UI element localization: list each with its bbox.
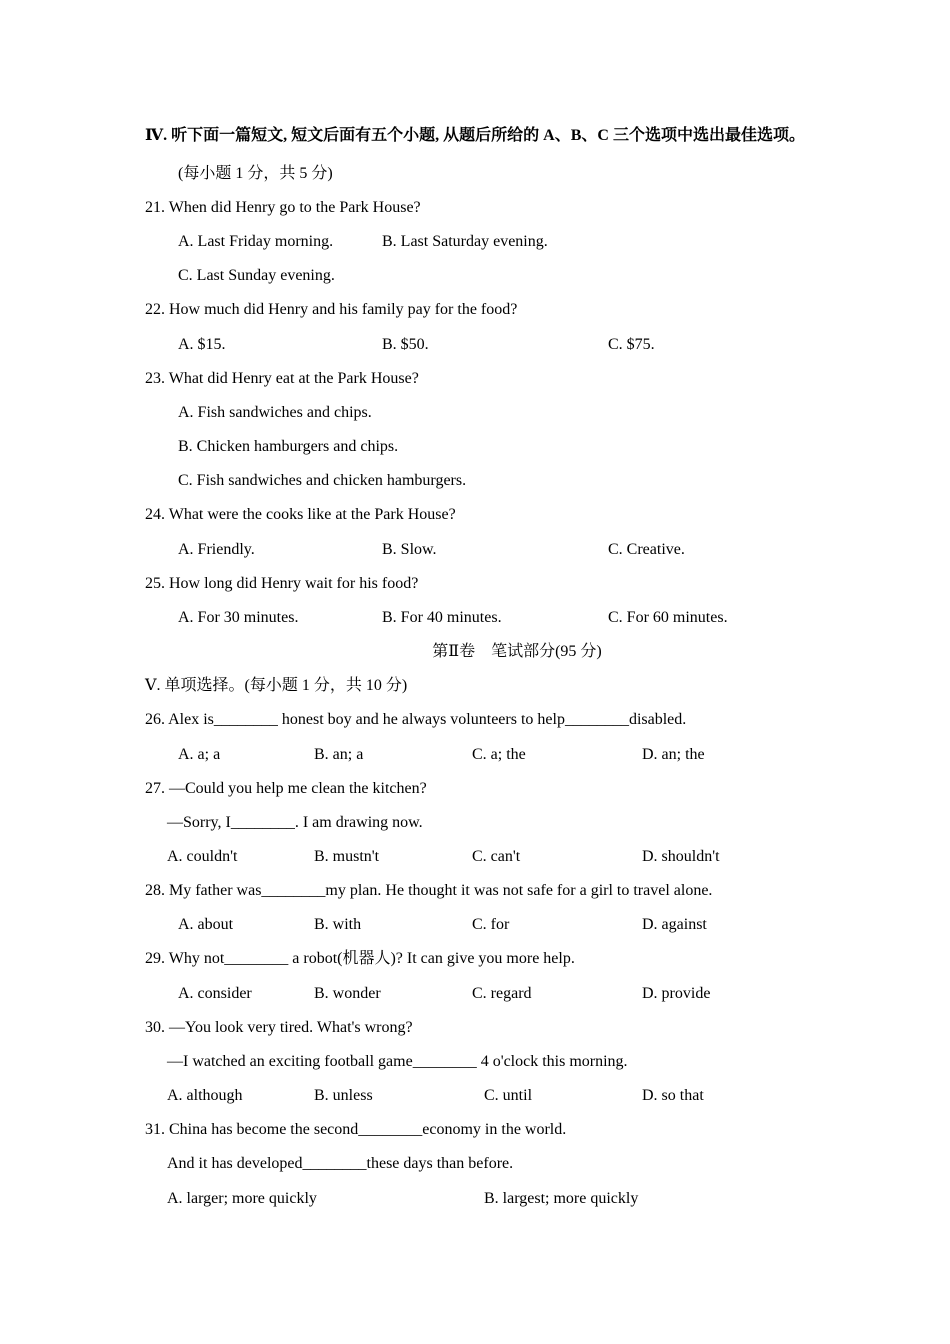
- question-21-option-b: B. Last Saturday evening.: [382, 233, 548, 250]
- question-25-option-a: A. For 30 minutes.: [178, 609, 299, 626]
- question-28-option-c: C. for: [472, 916, 510, 933]
- question-24-option-a: A. Friendly.: [178, 541, 255, 558]
- question-27-option-d: D. shouldn't: [642, 848, 720, 865]
- question-29-option-a: A. consider: [178, 985, 252, 1002]
- question-30-option-d: D. so that: [642, 1087, 704, 1104]
- question-30-option-b: B. unless: [314, 1087, 373, 1104]
- question-22-stem: 22. How much did Henry and his family pay for the food?: [145, 301, 518, 318]
- question-26-option-d: D. an; the: [642, 746, 705, 763]
- question-27-stem-line-2: —Sorry, I________. I am drawing now.: [167, 814, 423, 831]
- question-23-stem: 23. What did Henry eat at the Park House?: [145, 370, 419, 387]
- question-30-option-c: C. until: [484, 1087, 533, 1104]
- question-25-option-c: C. For 60 minutes.: [608, 609, 728, 626]
- question-23-option-c: C. Fish sandwiches and chicken hamburgers.: [178, 472, 467, 489]
- question-31-stem-line-2: And it has developed________these days than before.: [167, 1155, 514, 1172]
- question-29-option-b: B. wonder: [314, 985, 381, 1002]
- question-23-option-a: A. Fish sandwiches and chips.: [178, 404, 372, 421]
- question-29-option-c: C. regard: [472, 985, 532, 1002]
- question-27-option-b: B. mustn't: [314, 848, 380, 865]
- part-ii-title: 第Ⅱ卷 笔试部分(95 分): [432, 643, 602, 660]
- question-24-option-b: B. Slow.: [382, 541, 437, 558]
- section-v-heading: Ⅴ. 单项选择。(每小题 1 分，共 10 分): [145, 677, 408, 694]
- question-26-option-b: B. an; a: [314, 746, 364, 763]
- question-26-option-a: A. a; a: [178, 746, 221, 763]
- question-24-stem: 24. What were the cooks like at the Park House?: [145, 506, 456, 523]
- question-22-option-a: A. $15.: [178, 336, 226, 353]
- question-21-stem: 21. When did Henry go to the Park House?: [145, 199, 421, 216]
- question-27-option-a: A. couldn't: [167, 848, 238, 865]
- question-28-option-b: B. with: [314, 916, 362, 933]
- question-22-option-c: C. $75.: [608, 336, 655, 353]
- section-iv-heading: Ⅳ. 听下面一篇短文, 短文后面有五个小题, 从题后所给的 A、B、C 三个选项中选出最佳选项。: [145, 127, 805, 144]
- question-26-stem: 26. Alex is________ honest boy and he always volunteers to help________disabled.: [145, 711, 687, 728]
- question-24-option-c: C. Creative.: [608, 541, 685, 558]
- question-31-option-a: A. larger; more quickly: [167, 1190, 317, 1207]
- question-21-option-a: A. Last Friday morning.: [178, 233, 334, 250]
- question-29-stem: 29. Why not________ a robot(机器人)? It can give you more help.: [145, 950, 575, 967]
- question-28-stem: 28. My father was________my plan. He thought it was not safe for a girl to travel alone.: [145, 882, 713, 899]
- question-21-option-c: C. Last Sunday evening.: [178, 267, 335, 284]
- question-30-stem: 30. —You look very tired. What's wrong?: [145, 1019, 413, 1036]
- question-28-option-a: A. about: [178, 916, 234, 933]
- question-25-stem: 25. How long did Henry wait for his food?: [145, 575, 419, 592]
- section-iv-points: (每小题 1 分，共 5 分): [178, 165, 333, 182]
- question-30-option-a: A. although: [167, 1087, 243, 1104]
- question-27-option-c: C. can't: [472, 848, 521, 865]
- question-26-option-c: C. a; the: [472, 746, 526, 763]
- question-29-option-d: D. provide: [642, 985, 711, 1002]
- question-30-stem-line-2: —I watched an exciting football game________ 4 o'clock this morning.: [167, 1053, 628, 1070]
- question-25-option-b: B. For 40 minutes.: [382, 609, 502, 626]
- question-23-option-b: B. Chicken hamburgers and chips.: [178, 438, 399, 455]
- question-27-stem: 27. —Could you help me clean the kitchen?: [145, 780, 427, 797]
- question-31-option-b: B. largest; more quickly: [484, 1190, 639, 1207]
- question-31-stem: 31. China has become the second________economy in the world.: [145, 1121, 567, 1138]
- question-28-option-d: D. against: [642, 916, 707, 933]
- question-22-option-b: B. $50.: [382, 336, 429, 353]
